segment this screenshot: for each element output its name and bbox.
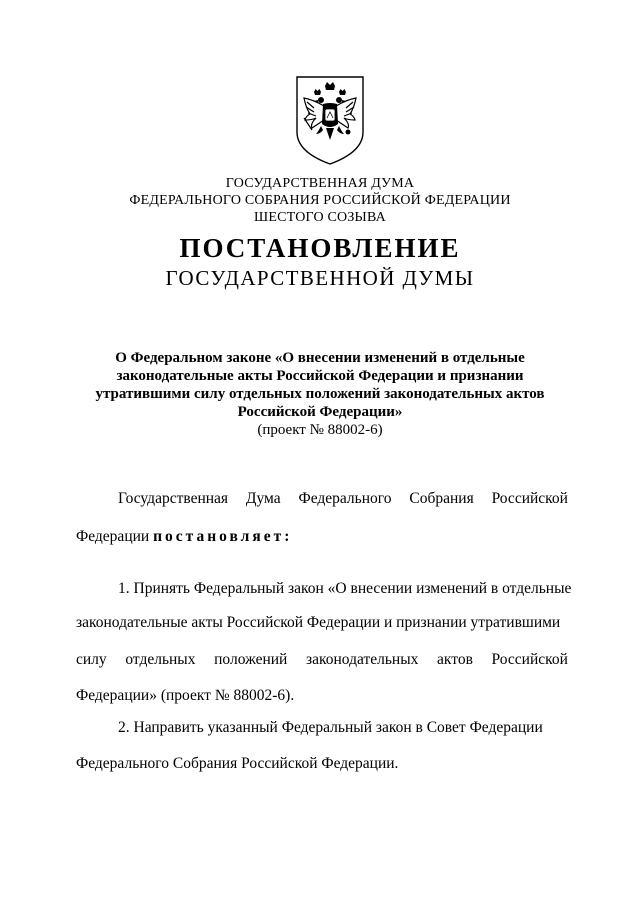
issuer-line-2: ФЕДЕРАЛЬНОГО СОБРАНИЯ РОССИЙСКОЙ ФЕДЕРАЦИИ [129, 193, 511, 208]
issuer-line-1: ГОСУДАРСТВЕННАЯ ДУМА [225, 176, 415, 191]
item1-word: отдельных [125, 651, 196, 668]
item1-line-1: 1. Принять Федеральный закон «О внесении изменений в отдельные [118, 580, 572, 597]
preamble-start: Федерации [76, 528, 154, 545]
item1-line-2: законодательные акты Российской Федерации и признании утратившими [76, 614, 561, 631]
project-number: (проект № 88002-6) [257, 422, 383, 438]
issuer-line-3: ШЕСТОГО СОЗЫВА [254, 210, 386, 225]
item1-word: законодательных [306, 651, 419, 668]
item1-word: Российской [491, 651, 568, 668]
preamble-line-2 [76, 527, 568, 547]
subject-line-3: утратившими силу отдельных положений законодательных актов [95, 386, 545, 402]
item2-line-1: 2. Направить указанный Федеральный закон в Совет Федерации [118, 719, 543, 736]
coat-of-arms-icon [294, 74, 366, 166]
document-title: ПОСТАНОВЛЕНИЕ [179, 233, 461, 263]
item1-word: актов [437, 651, 473, 668]
subject-line-4: Российской Федерации» [237, 404, 403, 420]
preamble-word: Дума [245, 490, 281, 507]
preamble-word: Собрания [409, 490, 474, 507]
subject-line-2: законодательные акты Российской Федерации и признании [116, 368, 524, 384]
item1-line-4: Федерации» (проект № 88002-6). [76, 687, 295, 704]
preamble-word: Федерального [298, 490, 392, 507]
resolves-word: постановляет [153, 528, 285, 545]
preamble-line-1 [118, 489, 568, 509]
preamble-colon: : [284, 528, 293, 545]
document-subtitle: ГОСУДАРСТВЕННОЙ ДУМЫ [165, 266, 475, 290]
preamble-word: Российской [491, 490, 568, 507]
subject-line-1: О Федеральном законе «О внесении изменений в отдельные [115, 350, 525, 366]
item1-word: силу [76, 651, 107, 668]
preamble-word: Государственная [118, 490, 229, 507]
item1-word: положений [214, 651, 288, 668]
item2-line-2: Федерального Собрания Российской Федерации. [76, 755, 399, 772]
item1-line-3 [76, 650, 568, 670]
